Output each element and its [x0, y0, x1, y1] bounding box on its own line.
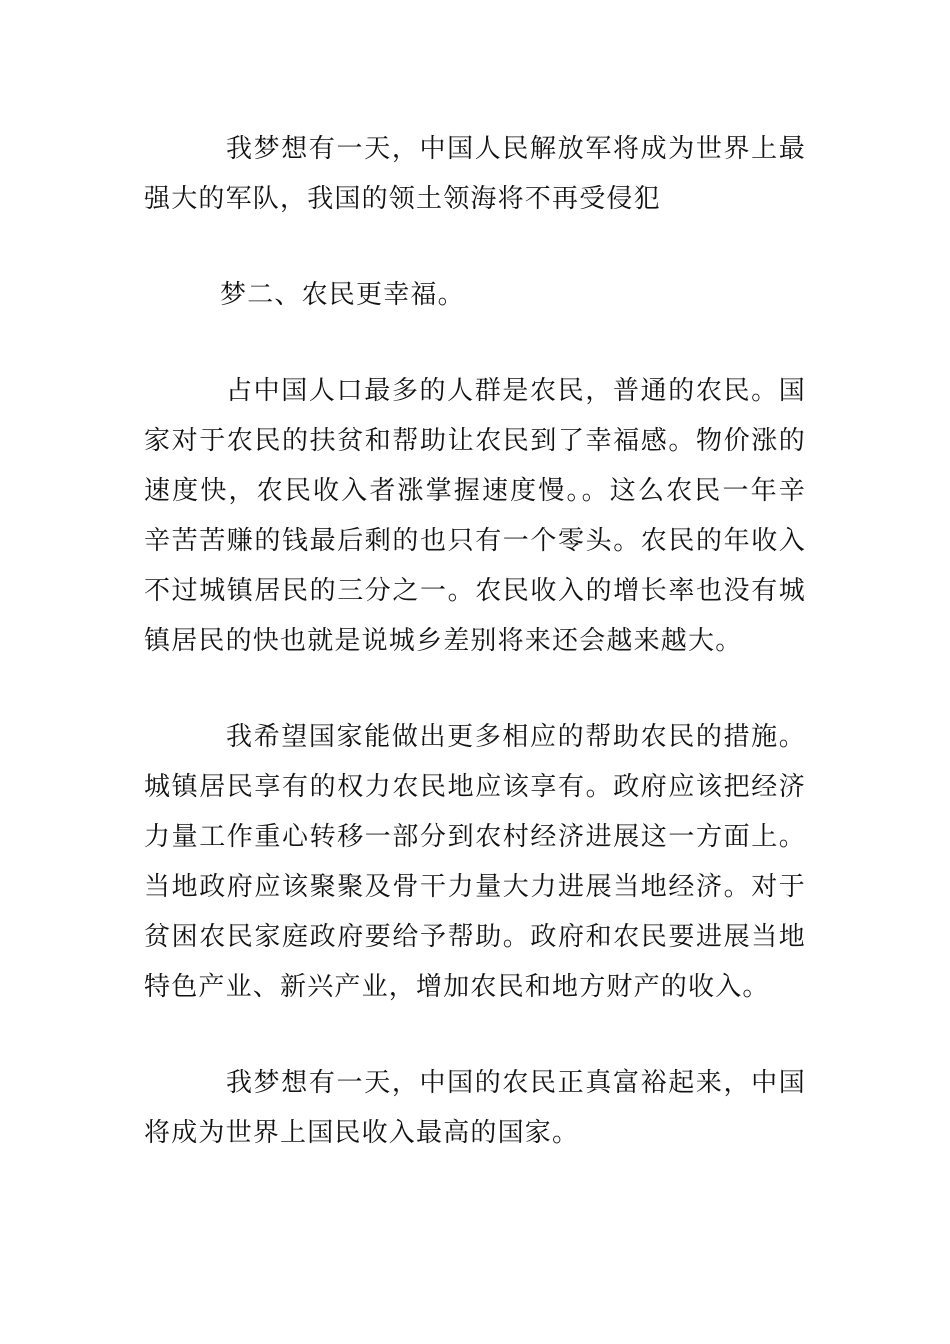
paragraph-pla-dream: 我梦想有一天，中国人民解放军将成为世界上最强大的军队，我国的领土领海将不再受侵犯	[144, 134, 806, 214]
paragraph-government-help: 我希望国家能做出更多相应的帮助农民的措施。城镇居民享有的权力农民地应该享有。政府应该把经济力量工作重心转移一部分到农村经济进展这一方面上。当地政府应该聚聚及骨干力量大力进展当地经济。对于贫困农民家庭政府要给予帮助。政府和农民要进展当地特色产业、新兴产业，增加农民和地方财产的收入。	[144, 722, 806, 1002]
paragraph-farmer-income: 占中国人口最多的人群是农民，普通的农民。国家对于农民的扶贫和帮助让农民到了幸福感。物价涨的速度快，农民收入者涨掌握速度慢。。这么农民一年辛辛苦苦赚的钱最后剩的也只有一个零头。农民的年收入不过城镇居民的三分之一。农民收入的增长率也没有城镇居民的快也就是说城乡差别将来还会越来越大。	[144, 376, 806, 656]
paragraph-farmer-dream: 我梦想有一天，中国的农民正真富裕起来，中国将成为世界上国民收入最高的国家。	[144, 1068, 806, 1148]
document-body	[144, 124, 806, 1158]
section-heading-farmers: 梦二、农民更幸福。	[220, 280, 465, 310]
